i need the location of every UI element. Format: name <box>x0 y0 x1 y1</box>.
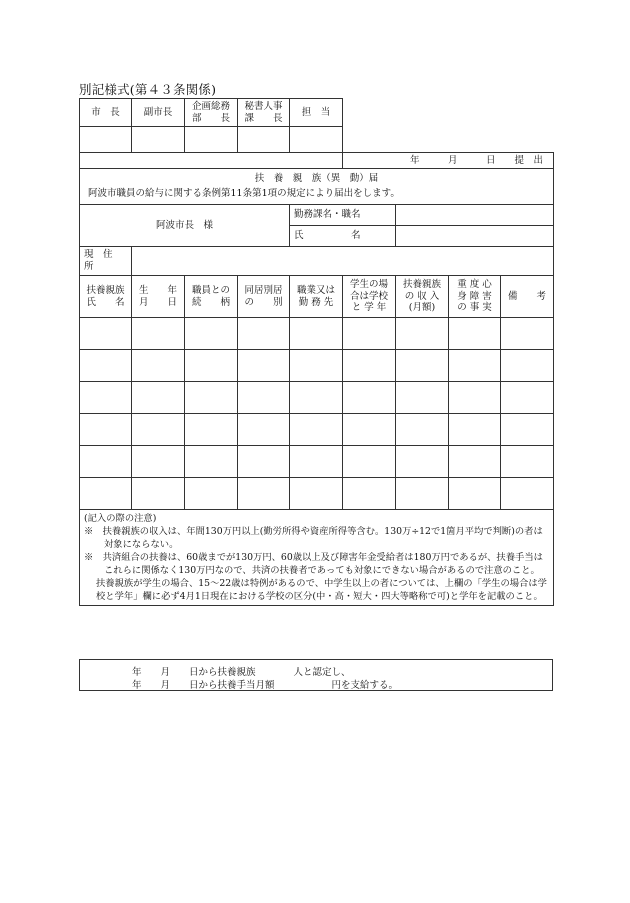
approval-vice-mayor: 副市長 <box>132 99 185 127</box>
notes-block <box>80 510 554 606</box>
notes-heading: (記入の際の注意) <box>84 513 157 524</box>
address-label: 現 住 所 <box>80 247 132 276</box>
col-school: 学生の場 合は学校 と 学 年 <box>343 276 396 318</box>
col-remarks: 備 考 <box>501 276 554 318</box>
applicant-name-field[interactable] <box>396 226 554 247</box>
col-cohabitation: 同居別居 の 別 <box>238 276 290 318</box>
dept-position-label: 勤務課名・職名 <box>290 205 396 226</box>
addressee: 阿波市長 様 <box>80 205 290 247</box>
stamp-box-charge[interactable] <box>290 127 343 153</box>
table-row <box>80 350 554 382</box>
approval-mayor: 市 長 <box>80 99 132 127</box>
approval-planning: 企画総務 部 長 <box>185 99 238 127</box>
heading-block <box>80 169 554 205</box>
col-occupation: 職業又は 勤 務 先 <box>290 276 343 318</box>
col-birthdate: 生 年 月 日 <box>132 276 185 318</box>
table-row <box>80 414 554 446</box>
stamp-box-planning[interactable] <box>185 127 238 153</box>
dependent-notification-form <box>79 98 554 606</box>
note-2: ※ 共済組合の扶養は、60歳までが130万円、60歳以上及び障害年金受給者は180万円であるが、扶養手当はこれらに関係なく130万円なので、共済の扶養者であっても対象にできない場合があるので注意のこと。 <box>84 552 543 577</box>
table-row <box>80 446 554 478</box>
col-disability: 重 度 心 身 障 害 の 事 実 <box>449 276 501 318</box>
stamp-box-mayor[interactable] <box>80 127 132 153</box>
dept-position-field[interactable] <box>396 205 554 226</box>
table-row <box>80 382 554 414</box>
approval-secretary: 秘書人事 課 長 <box>238 99 290 127</box>
footer-line-2: 年 月 日から扶養手当月額 円を支給する。 <box>132 680 399 691</box>
address-field[interactable] <box>132 247 554 276</box>
table-row <box>80 318 554 350</box>
col-dependent-name: 扶養親族 氏 名 <box>80 276 132 318</box>
form-title: 別記様式(第４３条関係) <box>79 82 217 97</box>
stamp-box-secretary[interactable] <box>238 127 290 153</box>
approval-footer <box>79 659 553 691</box>
col-income: 扶養親族 の 収 入 (月額) <box>396 276 449 318</box>
applicant-name-label: 氏 名 <box>290 226 396 247</box>
note-3: 扶養親族が学生の場合、15～22歳は特例があるので、中学生以上の者については、上欄の「学生の場合は学校と学年」欄に必ず4月1日現在における学校の区分(中・高・短大・四大等略称で可)と学年を記載のこと。 <box>96 578 547 603</box>
document-intro: 阿波市職員の給与に関する条例第11条第1項の規定により届出をします。 <box>88 188 400 199</box>
stamp-box-vice-mayor[interactable] <box>132 127 185 153</box>
table-row <box>80 478 554 510</box>
note-1: ※ 扶養親族の収入は、年間130万円以上(勤労所得や資産所得等含む。130万÷12で1箇月平均で判断)の者は対象にならない。 <box>84 526 543 551</box>
submit-date[interactable]: 年 月 日 提 出 <box>343 153 554 169</box>
approval-charge: 担 当 <box>290 99 343 127</box>
document-heading: 扶 養 親 族（異 動）届 <box>254 173 379 185</box>
footer-line-1: 年 月 日から扶養親族 人と認定し、 <box>132 667 351 678</box>
col-relationship: 職員との 続 柄 <box>185 276 238 318</box>
